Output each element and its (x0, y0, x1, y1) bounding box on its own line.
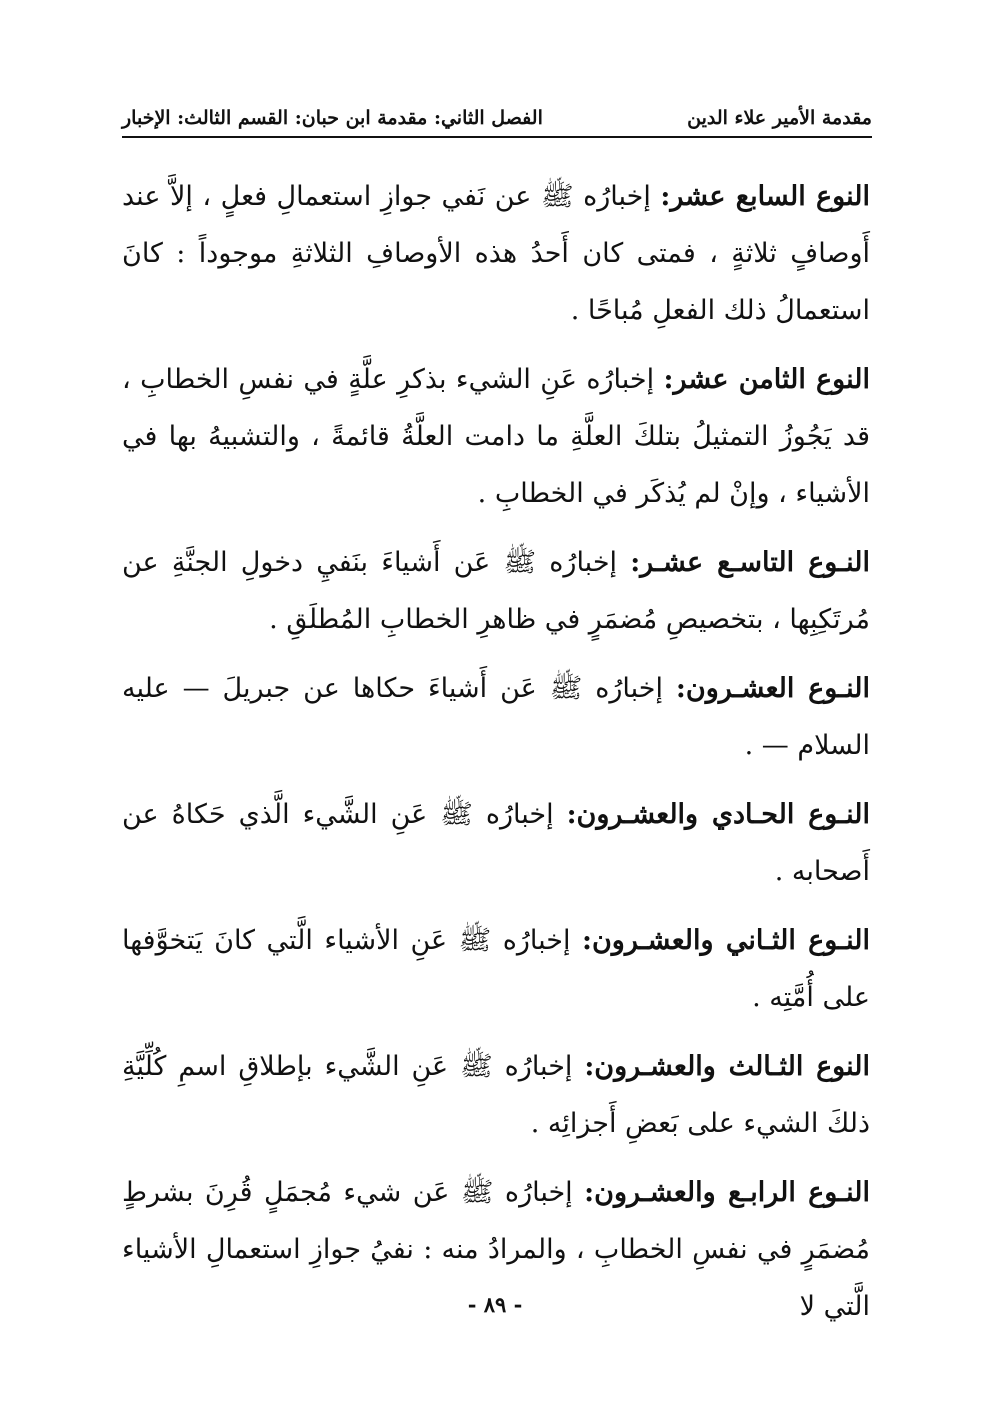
paragraph-body: إخبارُه عَنِ الشيء بذكرِ علَّةٍ في نفسِ الخطابِ ، قد يَجُوزُ التمثيلُ بتلكَ العلَّةِ ما دامت العلَّةُ قائمةً ، والتشبيهُ بها في الأشياء ، وإنْ لم يُذكَر في الخطابِ . (122, 364, 870, 509)
paragraph-body: إخبارُه ﷺ عَنِ الشَّيء بإطلاقِ اسمِ كُلِّيَّةِ ذلكَ الشيء على بَعضِ أَجزائِه . (122, 1051, 870, 1139)
paragraph-heading: النـوع الثـاني والعشـرون: (581, 925, 870, 956)
body-text (122, 168, 870, 1347)
paragraph-heading: النـوع العشـرون: (675, 673, 870, 704)
header-rule (122, 136, 872, 138)
header-book-title: مقدمة الأمير علاء الدين (687, 107, 872, 129)
paragraph-heading: النوع الثـالث والعشـرون: (584, 1051, 870, 1082)
paragraph-body: إخبارُه ﷺ عَن شيء مُجمَلٍ قُرِنَ بشرطٍ مُضمَرٍ في نفسِ الخطابِ ، والمرادُ منه : نفيُ جوازِ استعمالِ الأشياء الَّتي لا (122, 1177, 870, 1322)
paragraph-body: إخبارُه ﷺ عَنِ الشَّيء الَّذي حَكاهُ عن أَصحابه . (122, 799, 870, 887)
paragraph-type-17 (122, 168, 870, 339)
paragraph-body: إخبارُه ﷺ عَنِ الأشياء الَّتي كانَ يَتخوَّفها على أُمَّتِه . (122, 925, 870, 1013)
paragraph-heading: النوع الثامن عشر: (663, 364, 870, 395)
paragraph-body: إخبارُه ﷺ عن نَفي جوازِ استعمالِ فعلٍ ، إلاَّ عند أَوصافٍ ثلاثةٍ ، فمتى كان أَحدُ هذه الأوصافِ الثلاثةِ موجوداً : كانَ استعمالُ ذلك الفعلِ مُباحًا . (122, 181, 870, 326)
running-header (122, 96, 872, 132)
paragraph-type-23 (122, 1038, 870, 1152)
paragraph-type-19 (122, 534, 870, 648)
paragraph-type-18 (122, 351, 870, 522)
page-number: - ٨٩ - (467, 1292, 523, 1317)
paragraph-heading: النـوع التاسـع عشـر: (630, 547, 870, 578)
paragraph-body: إخبارُه ﷺ عَن أَشياءَ بنَفيِ دخولِ الجنَّةِ عن مُرتَكِبِها ، بتخصيصِ مُضمَرٍ في ظاهرِ الخطابِ المُطلَقِ . (122, 547, 870, 635)
header-chapter-title: الفصل الثاني: مقدمة ابن حبان: القسم الثالث: الإخبار (122, 107, 543, 129)
paragraph-heading: النوع السابع عشر: (660, 181, 870, 212)
paragraph-type-20 (122, 660, 870, 774)
paragraph-type-22 (122, 912, 870, 1026)
paragraph-heading: النـوع الرابـع والعشـرون: (584, 1177, 871, 1208)
paragraph-body: إخبارُه ﷺ عَن أَشياءَ حكاها عن جبريلَ — عليه السلام — . (122, 673, 870, 761)
paragraph-heading: النـوع الحـادي والعشـرون: (566, 799, 870, 830)
paragraph-type-21 (122, 786, 870, 900)
